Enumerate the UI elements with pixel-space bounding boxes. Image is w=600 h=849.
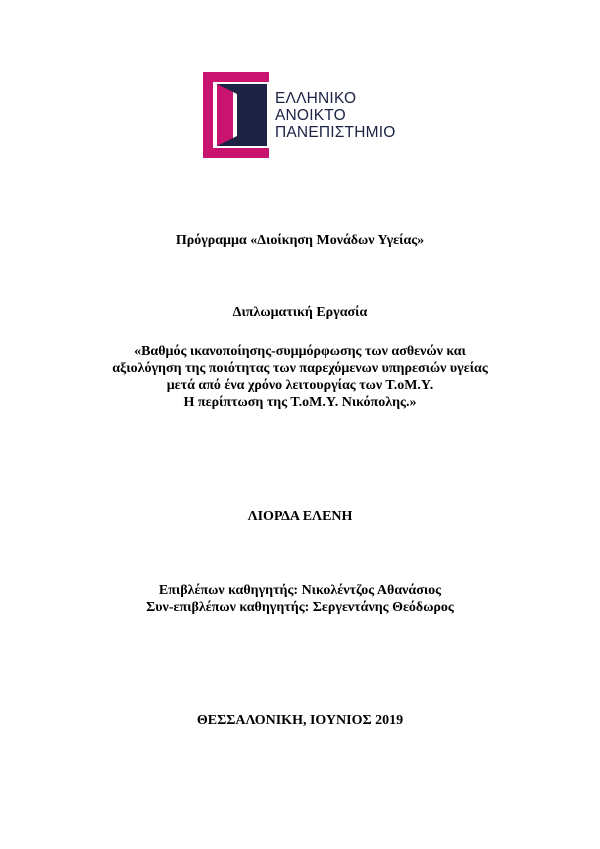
thesis-title-line-4: Η περίπτωση της Τ.οΜ.Υ. Νικόπολης.»	[183, 395, 417, 410]
place-date: ΘΕΣΣΑΛΟΝΙΚΗ, ΙΟΥΝΙΟΣ 2019	[196, 713, 404, 728]
logo-line-3: ΠΑΝΕΠΙΣΤΗΜΙΟ	[275, 124, 396, 141]
document-type: Διπλωματική Εργασία	[232, 305, 368, 320]
program-title: Πρόγραμμα «Διοίκηση Μονάδων Υγείας»	[175, 233, 425, 248]
logo-line-1: ΕΛΛΗΝΙΚΟ	[275, 90, 357, 107]
logo-emblem-icon	[203, 72, 273, 158]
supervisor: Επιβλέπων καθηγητής: Νικολέντζος Αθανάσιος	[158, 583, 442, 598]
thesis-title-line-1: «Βαθμός ικανοποίησης-συμμόρφωσης των ασθενών και	[134, 344, 466, 359]
thesis-title-line-3: μετά από ένα χρόνο λειτουργίας των Τ.οΜ.Υ.	[166, 378, 434, 393]
thesis-title-line-2: αξιολόγηση της ποιότητας των παρεχόμενων υπηρεσιών υγείας	[112, 361, 488, 376]
logo-wordmark	[275, 90, 395, 141]
logo-line-2: ΑΝΟΙΚΤΟ	[275, 107, 346, 124]
university-logo	[203, 72, 423, 158]
co-supervisor: Συν-επιβλέπων καθηγητής: Σεργεντάνης Θεόδωρος	[146, 600, 454, 615]
author-name: ΛΙΟΡΔΑ ΕΛΕΝΗ	[247, 509, 353, 524]
